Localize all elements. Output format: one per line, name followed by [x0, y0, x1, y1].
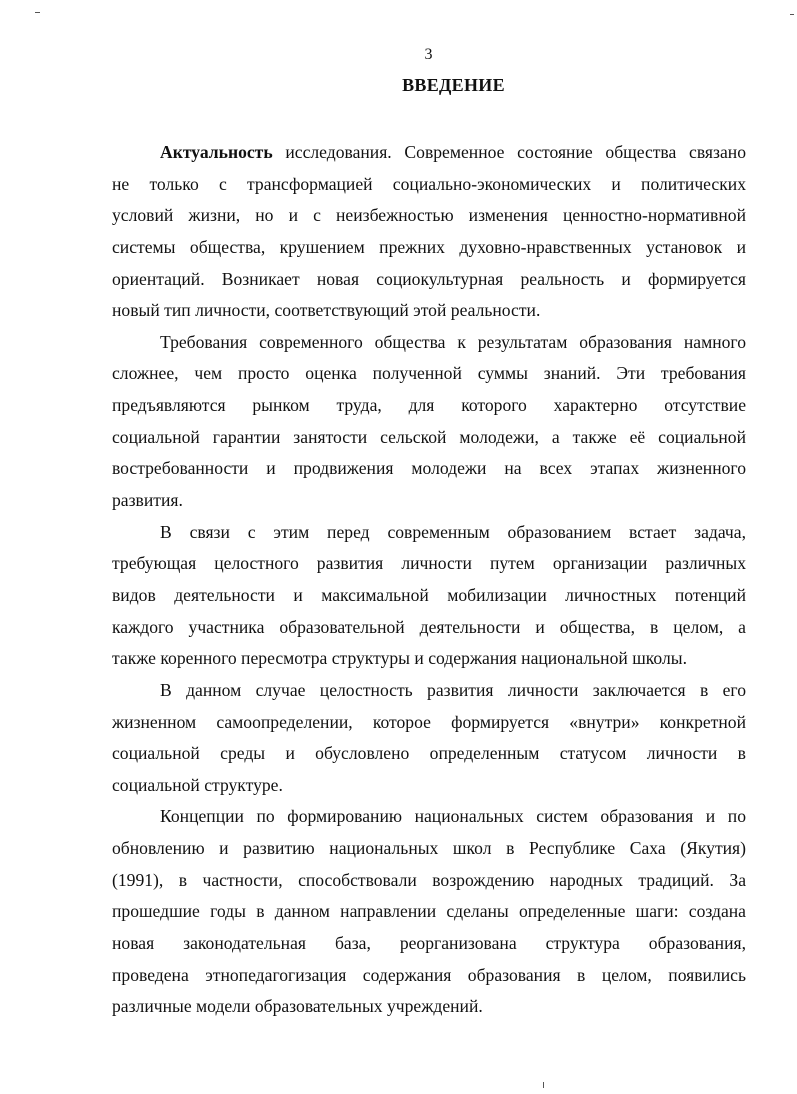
scan-artifact: [543, 1082, 544, 1088]
scan-artifact: [35, 12, 40, 13]
section-title: ВВЕДЕНИЕ: [402, 75, 505, 95]
text-line: социальной среды и обусловлено определенным статусом личности в: [112, 743, 746, 764]
text-line: социальной гарантии занятости сельской молодежи, а также её социальной: [112, 426, 746, 447]
text-line: развития.: [112, 490, 183, 511]
text-line: ориентаций. Возникает новая социокультурная реальность и формируется: [112, 268, 746, 289]
text-line: проведена этнопедагогизация содержания образования в целом, появились: [112, 964, 746, 985]
text-line: востребованности и продвижения молодежи на всех этапах жизненного: [112, 458, 746, 479]
text-line: видов деятельности и максимальной мобилизации личностных потенций: [112, 584, 746, 605]
bold-lead-word: Актуальность: [160, 142, 273, 162]
text-line: Требования современного общества к результатам образования намного: [160, 331, 746, 352]
text-line: различные модели образовательных учреждений.: [112, 996, 483, 1017]
text-line: новая законодательная база, реорганизована структура образования,: [112, 933, 746, 954]
text-line: каждого участника образовательной деятельности и общества, в целом, а: [112, 616, 746, 637]
text-line: новый тип личности, соответствующий этой реальности.: [112, 300, 541, 321]
text-line: В данном случае целостность развития личности заключается в его: [160, 679, 746, 700]
text-line: обновлению и развитию национальных школ в Республике Саха (Якутия): [112, 838, 746, 859]
text-line: условий жизни, но и с неизбежностью изменения ценностно-нормативной: [112, 205, 746, 226]
scan-artifact: [790, 14, 794, 15]
body-text: [112, 137, 746, 1023]
text-line: требующая целостного развития личности путем организации различных: [112, 553, 746, 574]
text-line: В связи с этим перед современным образованием встает задача,: [160, 521, 746, 542]
text-line: прошедшие годы в данном направлении сделаны определенные шаги: создана: [112, 901, 746, 922]
text-line: системы общества, крушением прежних духовно-нравственных установок и: [112, 236, 746, 257]
text-line: жизненном самоопределении, которое формируется «внутри» конкретной: [112, 711, 746, 732]
text-line: социальной структуре.: [112, 774, 283, 795]
text-line: Концепции по формированию национальных систем образования и по: [160, 806, 746, 827]
page-number: 3: [424, 46, 433, 63]
text-line: не только с трансформацией социально-экономических и политических: [112, 173, 746, 194]
text-line: Актуальность исследования. Современное состояние общества связано: [160, 142, 746, 162]
text-line: предъявляются рынком труда, для которого характерно отсутствие: [112, 395, 746, 416]
text-line: сложнее, чем просто оценка полученной суммы знаний. Эти требования: [112, 363, 746, 384]
text-line: (1991), в частности, способствовали возрождению народных традиций. За: [112, 869, 746, 890]
text-line: также коренного пересмотра структуры и содержания национальной школы.: [112, 648, 687, 669]
